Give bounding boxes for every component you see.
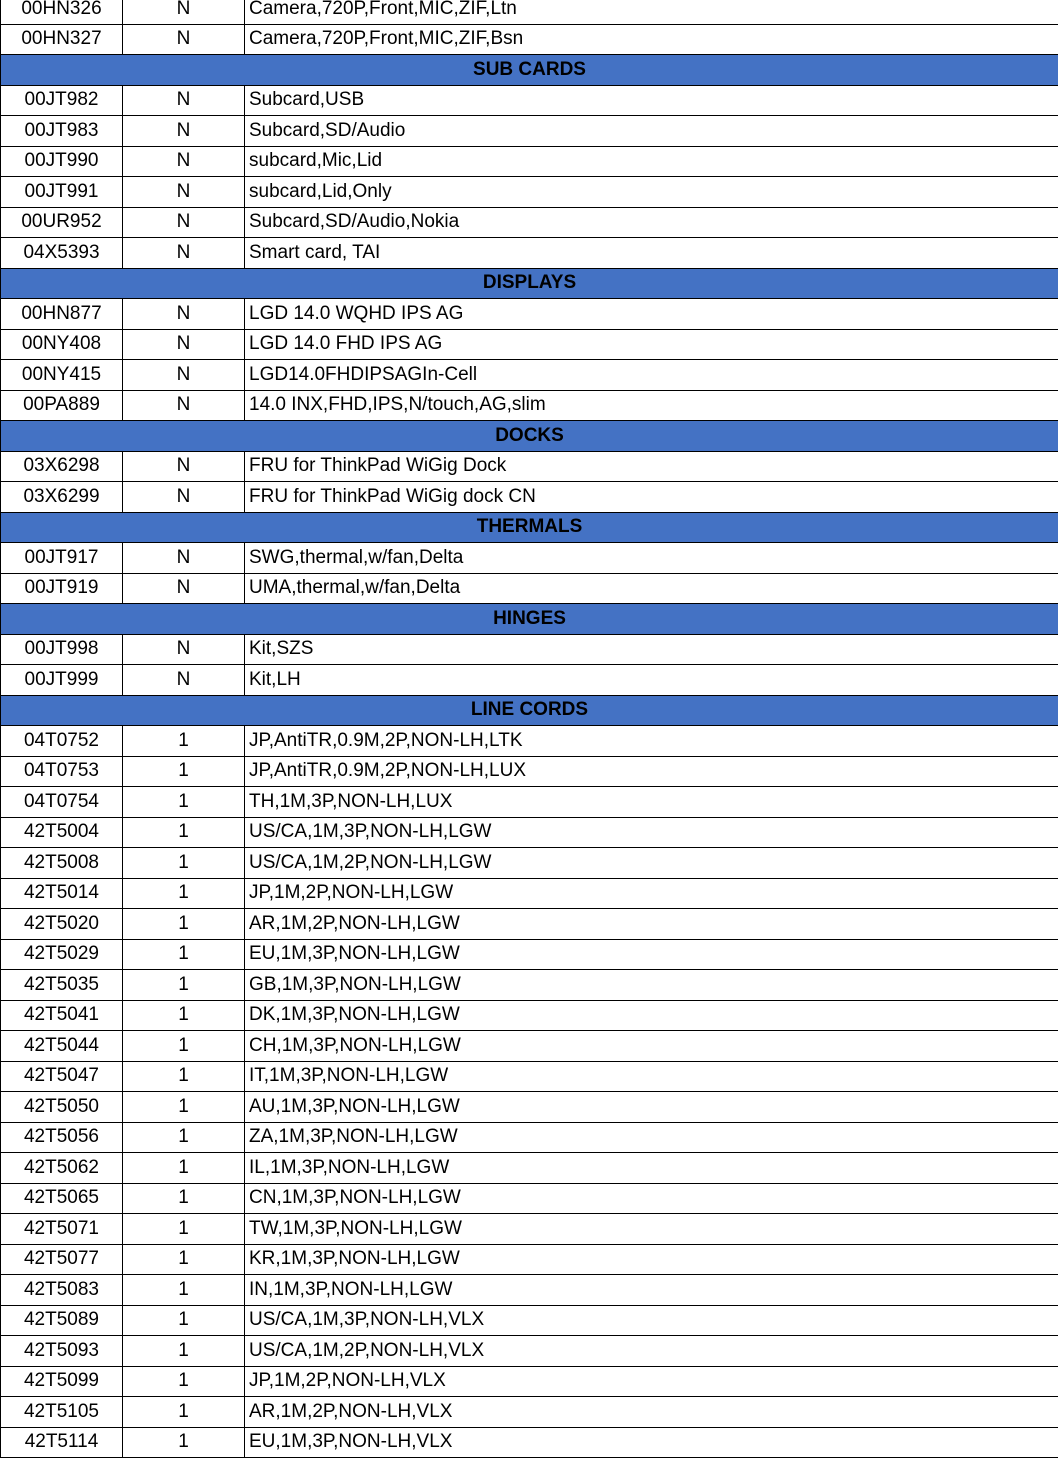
part-number-cell: 42T5056 [1,1122,123,1153]
part-number-cell: 42T5035 [1,970,123,1001]
section-header-row [1,512,1058,543]
description-cell: US/CA,1M,3P,NON-LH,LGW [245,817,1058,848]
qty-cell: N [123,543,245,574]
table-row [1,939,1058,970]
table-row [1,360,1058,391]
qty-cell: 1 [123,1153,245,1184]
part-number-cell: 00JT919 [1,573,123,604]
description-cell: US/CA,1M,2P,NON-LH,VLX [245,1336,1058,1367]
part-number-cell: 42T5008 [1,848,123,879]
part-number-cell: 42T5083 [1,1275,123,1306]
description-cell: LGD 14.0 FHD IPS AG [245,329,1058,360]
description-cell: TW,1M,3P,NON-LH,LGW [245,1214,1058,1245]
qty-cell: 1 [123,878,245,909]
part-number-cell: 00UR952 [1,207,123,238]
description-cell: AR,1M,2P,NON-LH,VLX [245,1397,1058,1428]
description-cell: subcard,Mic,Lid [245,146,1058,177]
description-cell: LGD14.0FHDIPSAGIn-Cell [245,360,1058,391]
table-row [1,817,1058,848]
part-number-cell: 42T5093 [1,1336,123,1367]
qty-cell: N [123,146,245,177]
qty-cell: 1 [123,1427,245,1458]
description-cell: LGD 14.0 WQHD IPS AG [245,299,1058,330]
part-number-cell: 04T0754 [1,787,123,818]
qty-cell: 1 [123,1366,245,1397]
table-row [1,0,1058,24]
table-row [1,756,1058,787]
description-cell: Subcard,USB [245,85,1058,116]
section-title: DISPLAYS [1,268,1058,299]
qty-cell: N [123,634,245,665]
table-row [1,1275,1058,1306]
part-number-cell: 00HN326 [1,0,123,24]
table-row [1,482,1058,513]
table-row [1,1244,1058,1275]
part-number-cell: 42T5062 [1,1153,123,1184]
description-cell: ZA,1M,3P,NON-LH,LGW [245,1122,1058,1153]
part-number-cell: 00JT983 [1,116,123,147]
description-cell: SWG,thermal,w/fan,Delta [245,543,1058,574]
table-row [1,390,1058,421]
description-cell: CH,1M,3P,NON-LH,LGW [245,1031,1058,1062]
qty-cell: N [123,85,245,116]
description-cell: Camera,720P,Front,MIC,ZIF,Ltn [245,0,1058,24]
description-cell: Camera,720P,Front,MIC,ZIF,Bsn [245,24,1058,55]
qty-cell: N [123,329,245,360]
qty-cell: 1 [123,787,245,818]
part-number-cell: 42T5014 [1,878,123,909]
table-row [1,177,1058,208]
qty-cell: 1 [123,1061,245,1092]
part-number-cell: 42T5029 [1,939,123,970]
description-cell: US/CA,1M,2P,NON-LH,LGW [245,848,1058,879]
description-cell: Subcard,SD/Audio,Nokia [245,207,1058,238]
part-number-cell: 00NY415 [1,360,123,391]
qty-cell: 1 [123,817,245,848]
part-number-cell: 42T5077 [1,1244,123,1275]
description-cell: IT,1M,3P,NON-LH,LGW [245,1061,1058,1092]
part-number-cell: 42T5089 [1,1305,123,1336]
qty-cell: 1 [123,970,245,1001]
part-number-cell: 42T5050 [1,1092,123,1123]
qty-cell: 1 [123,1244,245,1275]
section-header-row [1,55,1058,86]
qty-cell: N [123,451,245,482]
qty-cell: 1 [123,909,245,940]
qty-cell: N [123,299,245,330]
description-cell: EU,1M,3P,NON-LH,VLX [245,1427,1058,1458]
description-cell: Kit,SZS [245,634,1058,665]
qty-cell: 1 [123,1122,245,1153]
part-number-cell: 42T5041 [1,1000,123,1031]
part-number-cell: 42T5020 [1,909,123,940]
table-row [1,1397,1058,1428]
description-cell: EU,1M,3P,NON-LH,LGW [245,939,1058,970]
parts-table-body [1,0,1058,1458]
section-title: SUB CARDS [1,55,1058,86]
part-number-cell: 04X5393 [1,238,123,269]
table-row [1,1000,1058,1031]
description-cell: FRU for ThinkPad WiGig dock CN [245,482,1058,513]
part-number-cell: 00PA889 [1,390,123,421]
part-number-cell: 42T5105 [1,1397,123,1428]
description-cell: AR,1M,2P,NON-LH,LGW [245,909,1058,940]
part-number-cell: 00JT998 [1,634,123,665]
description-cell: KR,1M,3P,NON-LH,LGW [245,1244,1058,1275]
description-cell: US/CA,1M,3P,NON-LH,VLX [245,1305,1058,1336]
table-row [1,665,1058,696]
part-number-cell: 00HN327 [1,24,123,55]
qty-cell: N [123,482,245,513]
part-number-cell: 42T5044 [1,1031,123,1062]
qty-cell: 1 [123,756,245,787]
description-cell: DK,1M,3P,NON-LH,LGW [245,1000,1058,1031]
table-row [1,238,1058,269]
table-row [1,207,1058,238]
description-cell: IN,1M,3P,NON-LH,LGW [245,1275,1058,1306]
table-row [1,909,1058,940]
section-title: DOCKS [1,421,1058,452]
description-cell: UMA,thermal,w/fan,Delta [245,573,1058,604]
section-header-row [1,421,1058,452]
table-row [1,1336,1058,1367]
table-row [1,116,1058,147]
table-row [1,24,1058,55]
part-number-cell: 00JT991 [1,177,123,208]
part-number-cell: 00JT999 [1,665,123,696]
section-title: LINE CORDS [1,695,1058,726]
section-header-row [1,268,1058,299]
table-row [1,970,1058,1001]
qty-cell: N [123,116,245,147]
description-cell: FRU for ThinkPad WiGig Dock [245,451,1058,482]
table-row [1,299,1058,330]
description-cell: TH,1M,3P,NON-LH,LUX [245,787,1058,818]
part-number-cell: 42T5099 [1,1366,123,1397]
qty-cell: 1 [123,1000,245,1031]
description-cell: JP,AntiTR,0.9M,2P,NON-LH,LTK [245,726,1058,757]
part-number-cell: 00JT990 [1,146,123,177]
table-row [1,878,1058,909]
qty-cell: 1 [123,1305,245,1336]
table-row [1,543,1058,574]
description-cell: Subcard,SD/Audio [245,116,1058,147]
qty-cell: N [123,573,245,604]
part-number-cell: 42T5114 [1,1427,123,1458]
qty-cell: 1 [123,1092,245,1123]
table-row [1,1031,1058,1062]
part-number-cell: 04T0753 [1,756,123,787]
table-row [1,726,1058,757]
qty-cell: N [123,24,245,55]
part-number-cell: 42T5065 [1,1183,123,1214]
part-number-cell: 00JT982 [1,85,123,116]
qty-cell: N [123,665,245,696]
description-cell: JP,1M,2P,NON-LH,LGW [245,878,1058,909]
qty-cell: 1 [123,1275,245,1306]
description-cell: JP,AntiTR,0.9M,2P,NON-LH,LUX [245,756,1058,787]
part-number-cell: 00JT917 [1,543,123,574]
table-row [1,85,1058,116]
section-title: HINGES [1,604,1058,635]
table-row [1,634,1058,665]
part-number-cell: 42T5047 [1,1061,123,1092]
section-title: THERMALS [1,512,1058,543]
description-cell: Kit,LH [245,665,1058,696]
table-row [1,573,1058,604]
table-row [1,848,1058,879]
table-row [1,329,1058,360]
section-header-row [1,695,1058,726]
qty-cell: 1 [123,1031,245,1062]
section-header-row [1,604,1058,635]
description-cell: Smart card, TAI [245,238,1058,269]
qty-cell: N [123,238,245,269]
part-number-cell: 00HN877 [1,299,123,330]
table-row [1,1153,1058,1184]
table-row [1,1305,1058,1336]
part-number-cell: 03X6299 [1,482,123,513]
part-number-cell: 42T5004 [1,817,123,848]
qty-cell: N [123,0,245,24]
description-cell: AU,1M,3P,NON-LH,LGW [245,1092,1058,1123]
table-row [1,1427,1058,1458]
table-row [1,146,1058,177]
description-cell: 14.0 INX,FHD,IPS,N/touch,AG,slim [245,390,1058,421]
description-cell: IL,1M,3P,NON-LH,LGW [245,1153,1058,1184]
part-number-cell: 03X6298 [1,451,123,482]
part-number-cell: 04T0752 [1,726,123,757]
description-cell: GB,1M,3P,NON-LH,LGW [245,970,1058,1001]
qty-cell: 1 [123,939,245,970]
qty-cell: 1 [123,1214,245,1245]
qty-cell: 1 [123,1397,245,1428]
qty-cell: 1 [123,726,245,757]
table-row [1,1366,1058,1397]
table-row [1,787,1058,818]
qty-cell: 1 [123,1183,245,1214]
table-row [1,451,1058,482]
qty-cell: N [123,390,245,421]
description-cell: subcard,Lid,Only [245,177,1058,208]
part-number-cell: 00NY408 [1,329,123,360]
qty-cell: 1 [123,848,245,879]
table-row [1,1122,1058,1153]
qty-cell: N [123,360,245,391]
qty-cell: N [123,207,245,238]
table-row [1,1214,1058,1245]
description-cell: JP,1M,2P,NON-LH,VLX [245,1366,1058,1397]
table-row [1,1183,1058,1214]
qty-cell: N [123,177,245,208]
description-cell: CN,1M,3P,NON-LH,LGW [245,1183,1058,1214]
table-row [1,1092,1058,1123]
part-number-cell: 42T5071 [1,1214,123,1245]
qty-cell: 1 [123,1336,245,1367]
table-row [1,1061,1058,1092]
